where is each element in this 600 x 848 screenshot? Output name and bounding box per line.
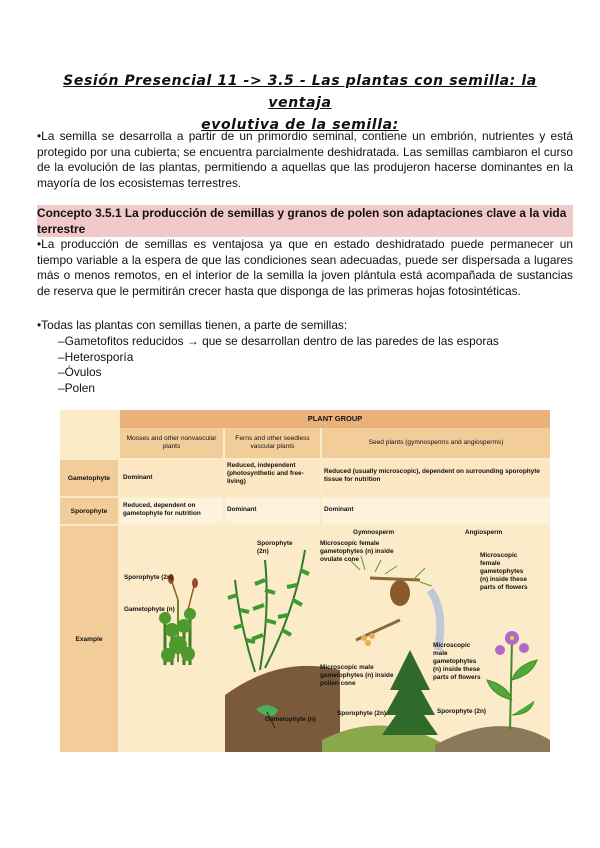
- gymnosperm-sporophyte-label: Sporophyte (2n): [337, 710, 386, 717]
- column-ferns: Ferns and other seedless vascular plants: [225, 428, 320, 458]
- intro-paragraph: •La semilla se desarrolla a partir de un primordio seminal, contiene un embrión, nutrientes y está protegido por una cubierta; se encuentra parcialmente deshidratada. Las semillas cambiaron el curso de la evolución de las plantas, permitiendo a aquellas que las produjeron hacerse dominantes en la mayoría de los ecosistemas terrestres.: [37, 129, 573, 190]
- list-item: –Polen: [58, 381, 96, 395]
- title-line-1: Sesión Presencial 11 -> 3.5 - Las plantas con semilla: la ventaja: [63, 73, 537, 111]
- angiosperm-female-label: Microscopic female gametophytes (n) inside these parts of flowers: [480, 552, 528, 591]
- gametophyte-mosses: Dominant: [123, 474, 153, 481]
- gametophyte-ferns: Reduced, independent (photosynthetic and free-living): [227, 462, 304, 485]
- figure-header: PLANT GROUP: [120, 410, 550, 428]
- sporophyte-seed: Dominant: [324, 506, 354, 513]
- gymnosperm-label: Gymnosperm: [353, 529, 395, 536]
- fern-gametophyte-label: Gametophyte (n): [265, 716, 316, 723]
- page-title: [40, 70, 560, 136]
- list-item: –Óvulos: [58, 365, 102, 379]
- angiosperm-sporophyte-label: Sporophyte (2n): [437, 708, 486, 715]
- sporophyte-ferns: Dominant: [227, 506, 257, 513]
- body-paragraph-1: •La producción de semillas es ventajosa ya que en estado deshidratado puede permanecer un tiempo variable a la espera de que las condiciones sean adecuadas, puede ser dispersada a lugares más o menos remotos, en el interior de la semilla la joven plántula está acompañada de sustancias de reserva que le permitirán crecer hasta que disponga de las primeras hojas fotosintéticas.: [37, 237, 573, 298]
- moss-sporophyte-label: Sporophyte (2n): [124, 574, 173, 581]
- list-item: –Gametofitos reducidos → que se desarrollan dentro de las paredes de las esporas: [58, 334, 499, 348]
- moss-illustration: [159, 574, 198, 665]
- row-example: Example: [60, 526, 118, 752]
- angiosperm-male-label: Microscopic male gametophytes (n) inside these parts of flowers: [433, 642, 481, 681]
- angiosperm-label: Angiosperm: [465, 529, 503, 536]
- row-gametophyte: Gametophyte: [60, 460, 118, 496]
- title-line-2: evolutiva de la semilla:: [201, 117, 399, 133]
- body-paragraph-2: •Todas las plantas con semillas tienen, a parte de semillas:: [37, 318, 348, 332]
- gymnosperm-male-label: Microscopic male gametophytes (n) inside pollen cone: [320, 664, 394, 687]
- row-sporophyte: Sporophyte: [60, 498, 118, 524]
- column-seed-plants: Seed plants (gymnosperms and angiosperms): [322, 428, 550, 458]
- gymnosperm-female-label: Microscopic female gametophytes (n) inside ovulate cone: [320, 540, 394, 563]
- gametophyte-seed: Reduced (usually microscopic), dependent on surrounding sporophyte tissue for nutrition: [324, 468, 540, 483]
- column-mosses: Mosses and other nonvascular plants: [120, 428, 223, 458]
- list-item: –Heterosporía: [58, 350, 134, 364]
- moss-gametophyte-label: Gametophyte (n): [124, 606, 175, 613]
- fern-sporophyte-label: Sporophyte (2n): [257, 540, 293, 555]
- concept-heading: Concepto 3.5.1 La producción de semillas y granos de polen son adaptaciones clave a la vida terrestre: [37, 205, 573, 237]
- sporophyte-mosses: Reduced, dependent on gametophyte for nutrition: [123, 502, 201, 517]
- plant-group-figure: [60, 410, 550, 752]
